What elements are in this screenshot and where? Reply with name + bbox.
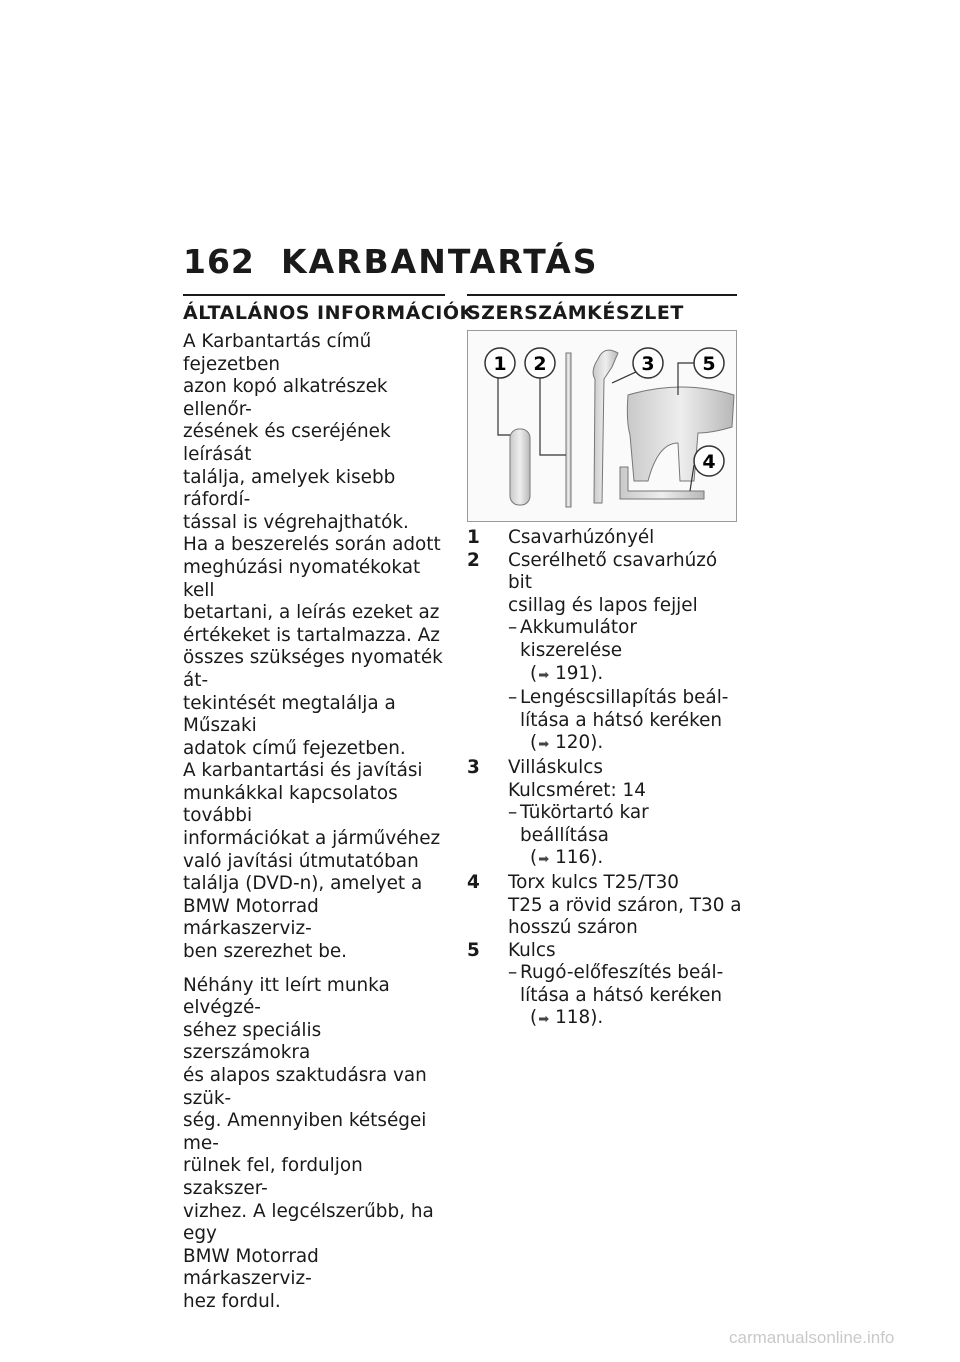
paragraph-4: Néhány itt leírt munka elvégzé- séhez speciális szerszámokra és alapos szaktudásra van szük- ség. Amennyiben kétségei me- rülnek fel, forduljon szakszer- vizhez. A legcélszerűbb, ha egy BMW Motorrad márkaszerviz- hez fordul. [183, 974, 434, 1312]
wrench-shape [593, 350, 618, 503]
callout-5 [694, 348, 724, 378]
list-item [467, 757, 742, 802]
list-item [467, 940, 742, 963]
dash: – [508, 802, 518, 824]
paragraph-1: A Karbantartás című fejezetben azon kopó alkatrészek ellenőr- zésének és cseréjének leírását találja, amelyek kisebb ráfordí- tással is végrehajthatók. [183, 331, 409, 533]
item-text: Csavarhúzónyél [508, 527, 655, 548]
chapter-title: KARBANTARTÁS [281, 242, 599, 281]
screwdriver-handle-shape [510, 429, 530, 505]
list-sub-item [467, 687, 742, 757]
toolkit-illustration [468, 331, 736, 521]
item-text: Kulcs [508, 939, 556, 961]
page-reference[interactable]: (➡ 116). [520, 847, 603, 868]
item-number: 2 [467, 549, 480, 571]
item-text: Torx kulcs T25/T30 [508, 871, 680, 893]
item-text: hosszú száron [508, 917, 638, 939]
item-text: T25 a rövid száron, T30 a [508, 894, 742, 916]
page-reference[interactable]: (➡ 118). [520, 1007, 603, 1028]
page-reference[interactable]: (➡ 120). [520, 732, 603, 753]
sub-text: Rugó-előfeszítés beál- [520, 962, 724, 984]
arrow-right-icon: ➡ [538, 737, 550, 753]
dash: – [508, 962, 518, 984]
item-number: 5 [467, 939, 480, 961]
left-section-rule [183, 294, 445, 296]
list-sub-item [467, 802, 742, 872]
svg-text:3: 3 [641, 353, 655, 375]
arrow-right-icon: ➡ [538, 852, 550, 868]
paragraph-2: Ha a beszerelés során adott meghúzási nyomatékokat kell betartani, a leírás ezeket az értékeket is tartalmazza. Az összes szükséges nyomaték át- tekintését megtalálja a Műszaki adatok című fejezetben. [183, 534, 443, 759]
sub-text: Lengéscsillapítás beál- [520, 687, 729, 709]
toolkit-list [467, 527, 742, 1032]
list-item [467, 550, 742, 618]
item-text: Cserélhető csavarhúzó bit [508, 549, 718, 594]
list-sub-item [467, 617, 742, 687]
right-section-title: SZERSZÁMKÉSZLET [467, 302, 684, 324]
callout-4 [694, 446, 724, 476]
leader-2 [540, 369, 566, 455]
item-number: 4 [467, 871, 480, 893]
left-section-title: ÁLTALÁNOS INFORMÁCIÓK [183, 302, 475, 324]
item-number: 3 [467, 756, 480, 778]
arrow-right-icon: ➡ [538, 667, 550, 683]
sub-text: Akkumulátor kiszerelése [520, 617, 637, 661]
callout-1 [485, 348, 515, 378]
item-text: Kulcsméret: 14 [508, 779, 646, 801]
list-sub-item [467, 962, 742, 1032]
callout-2 [525, 348, 555, 378]
page-number: 162 [183, 242, 255, 281]
svg-text:1: 1 [493, 353, 507, 375]
leader-1 [498, 369, 510, 435]
footer-watermark: carmanualsonline.info [729, 1328, 895, 1347]
left-column-text [183, 331, 451, 1314]
right-section-rule [467, 294, 737, 296]
page-reference[interactable]: (➡ 191). [520, 663, 603, 684]
sub-text: lítása a hátsó keréken [520, 984, 723, 1006]
svg-text:4: 4 [702, 451, 716, 473]
dash: – [508, 617, 518, 639]
arrow-right-icon: ➡ [538, 1012, 550, 1028]
toolkit-figure [467, 330, 737, 522]
leader-3 [612, 371, 638, 383]
list-item [467, 872, 742, 940]
svg-text:5: 5 [702, 353, 716, 375]
dash: – [508, 687, 518, 709]
item-text: Villáskulcs [508, 756, 603, 778]
paragraph-3: A karbantartási és javítási munkákkal kapcsolatos további információkat a járművéhez való javítási útmutatóban találja (DVD-n), amelyet a BMW Motorrad márkaszerviz- ben szerezhet be. [183, 760, 441, 963]
callout-3 [633, 348, 663, 378]
sub-text: Tükörtartó kar beállítása [520, 802, 649, 846]
sub-text: lítása a hátsó keréken [520, 709, 723, 731]
list-item [467, 527, 742, 550]
item-number: 1 [467, 527, 480, 548]
bit-shape [566, 353, 571, 507]
item-text: csillag és lapos fejjel [508, 594, 698, 616]
svg-text:2: 2 [533, 353, 547, 375]
